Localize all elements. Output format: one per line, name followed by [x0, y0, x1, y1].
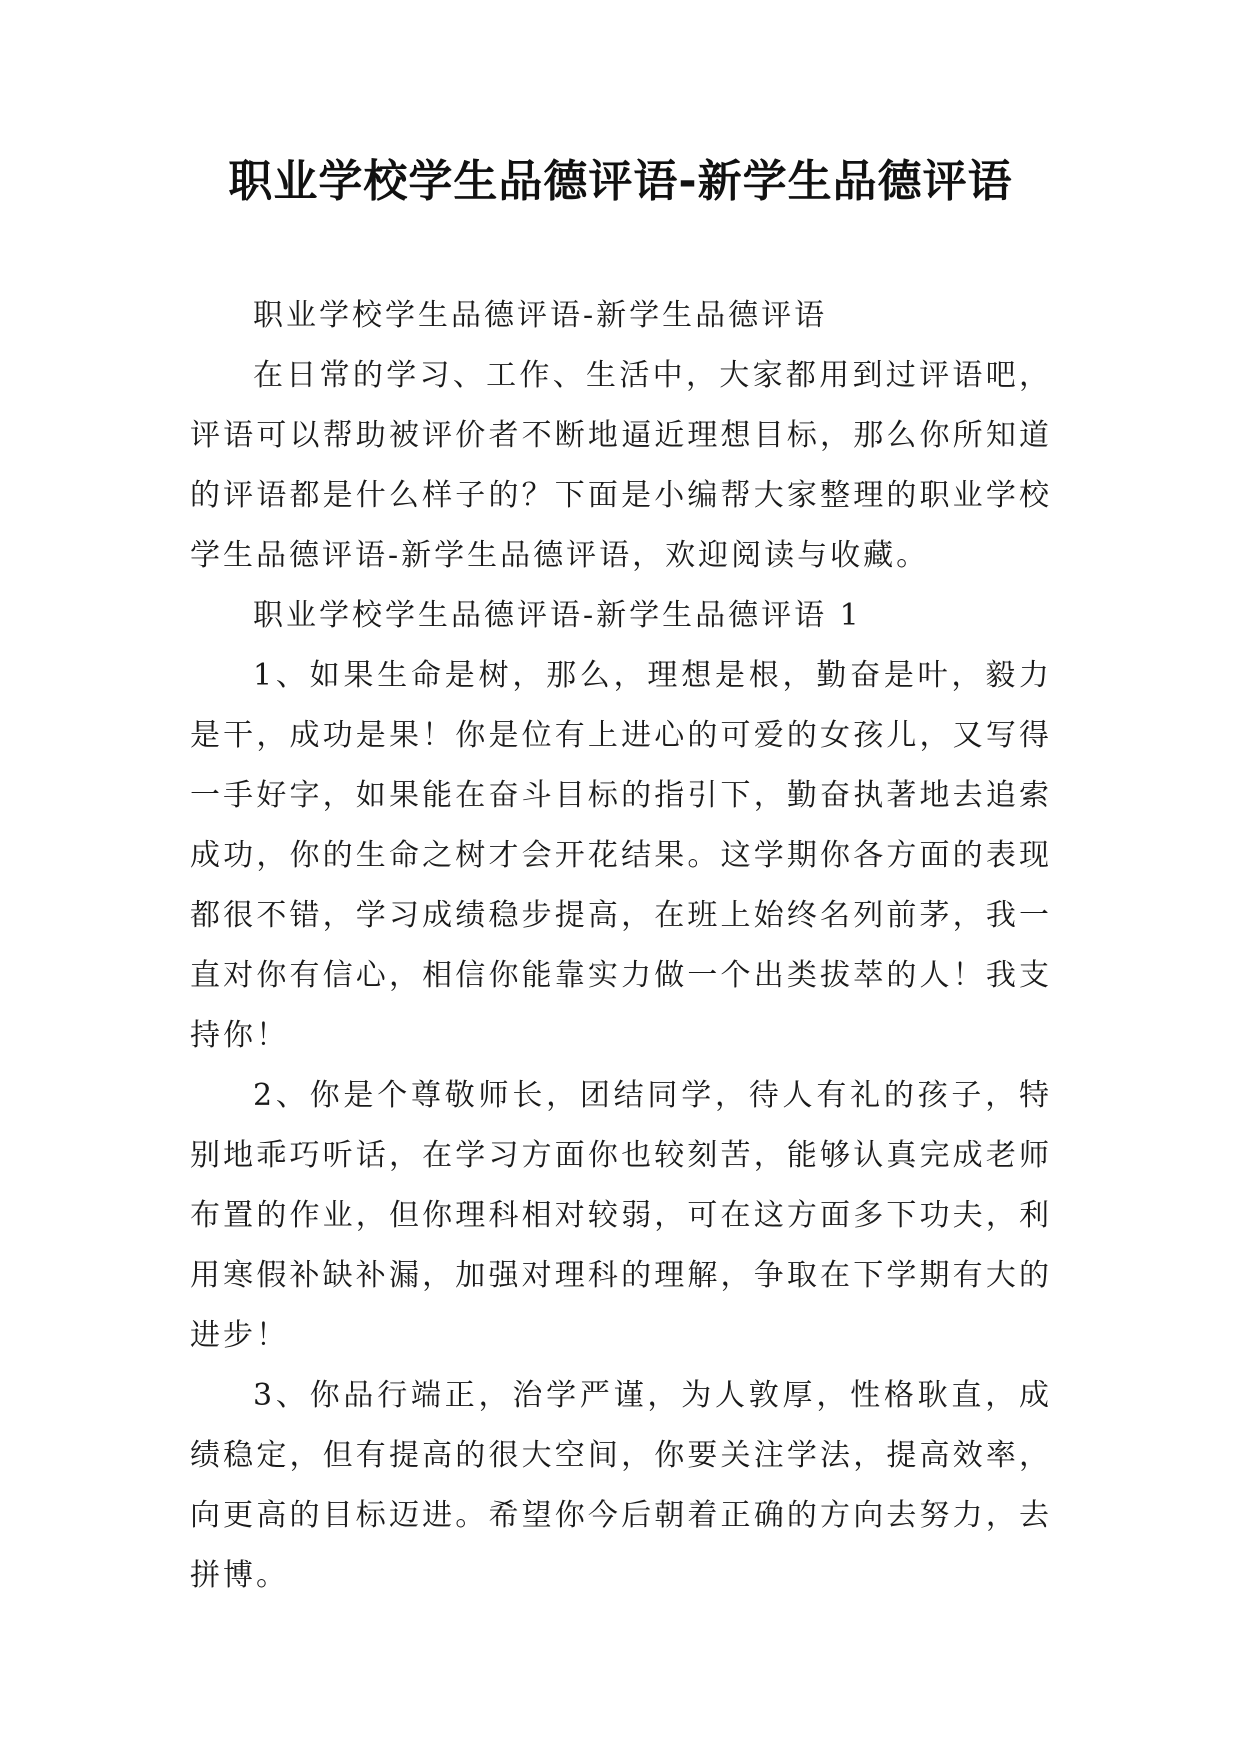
- document-title: 职业学校学生品德评语-新学生品德评语: [228, 156, 1013, 207]
- comment-paragraph-1: 1、如果生命是树，那么，理想是根，勤奋是叶，毅力是干，成功是果！你是位有上进心的可爱的女孩儿，又写得一手好字，如果能在奋斗目标的指引下，勤奋执著地去追索成功，你的生命之树才会开花结果。这学期你各方面的表现都很不错，学习成绩稳步提高，在班上始终名列前茅，我一直对你有信心，相信你能靠实力做一个出类拔萃的人！我支持你！: [190, 658, 1052, 1053]
- intro-paragraph: 在日常的学习、工作、生活中，大家都用到过评语吧，评语可以帮助被评价者不断地逼近理想目标，那么你所知道的评语都是什么样子的？下面是小编帮大家整理的职业学校学生品德评语-新学生品德评语，欢迎阅读与收藏。: [190, 358, 1052, 573]
- section-heading: 职业学校学生品德评语-新学生品德评语 1: [253, 598, 862, 633]
- document-body: [190, 286, 1052, 1606]
- intro-heading: 职业学校学生品德评语-新学生品德评语: [253, 298, 828, 333]
- comment-paragraph-2: 2、你是个尊敬师长，团结同学，待人有礼的孩子，特别地乖巧听话，在学习方面你也较刻苦，能够认真完成老师布置的作业，但你理科相对较弱，可在这方面多下功夫，利用寒假补缺补漏，加强对理科的理解，争取在下学期有大的进步！: [190, 1078, 1052, 1353]
- comment-paragraph-3: 3、你品行端正，治学严谨，为人敦厚，性格耿直，成绩稳定，但有提高的很大空间，你要关注学法，提高效率，向更高的目标迈进。希望你今后朝着正确的方向去努力，去拼博。: [190, 1378, 1052, 1593]
